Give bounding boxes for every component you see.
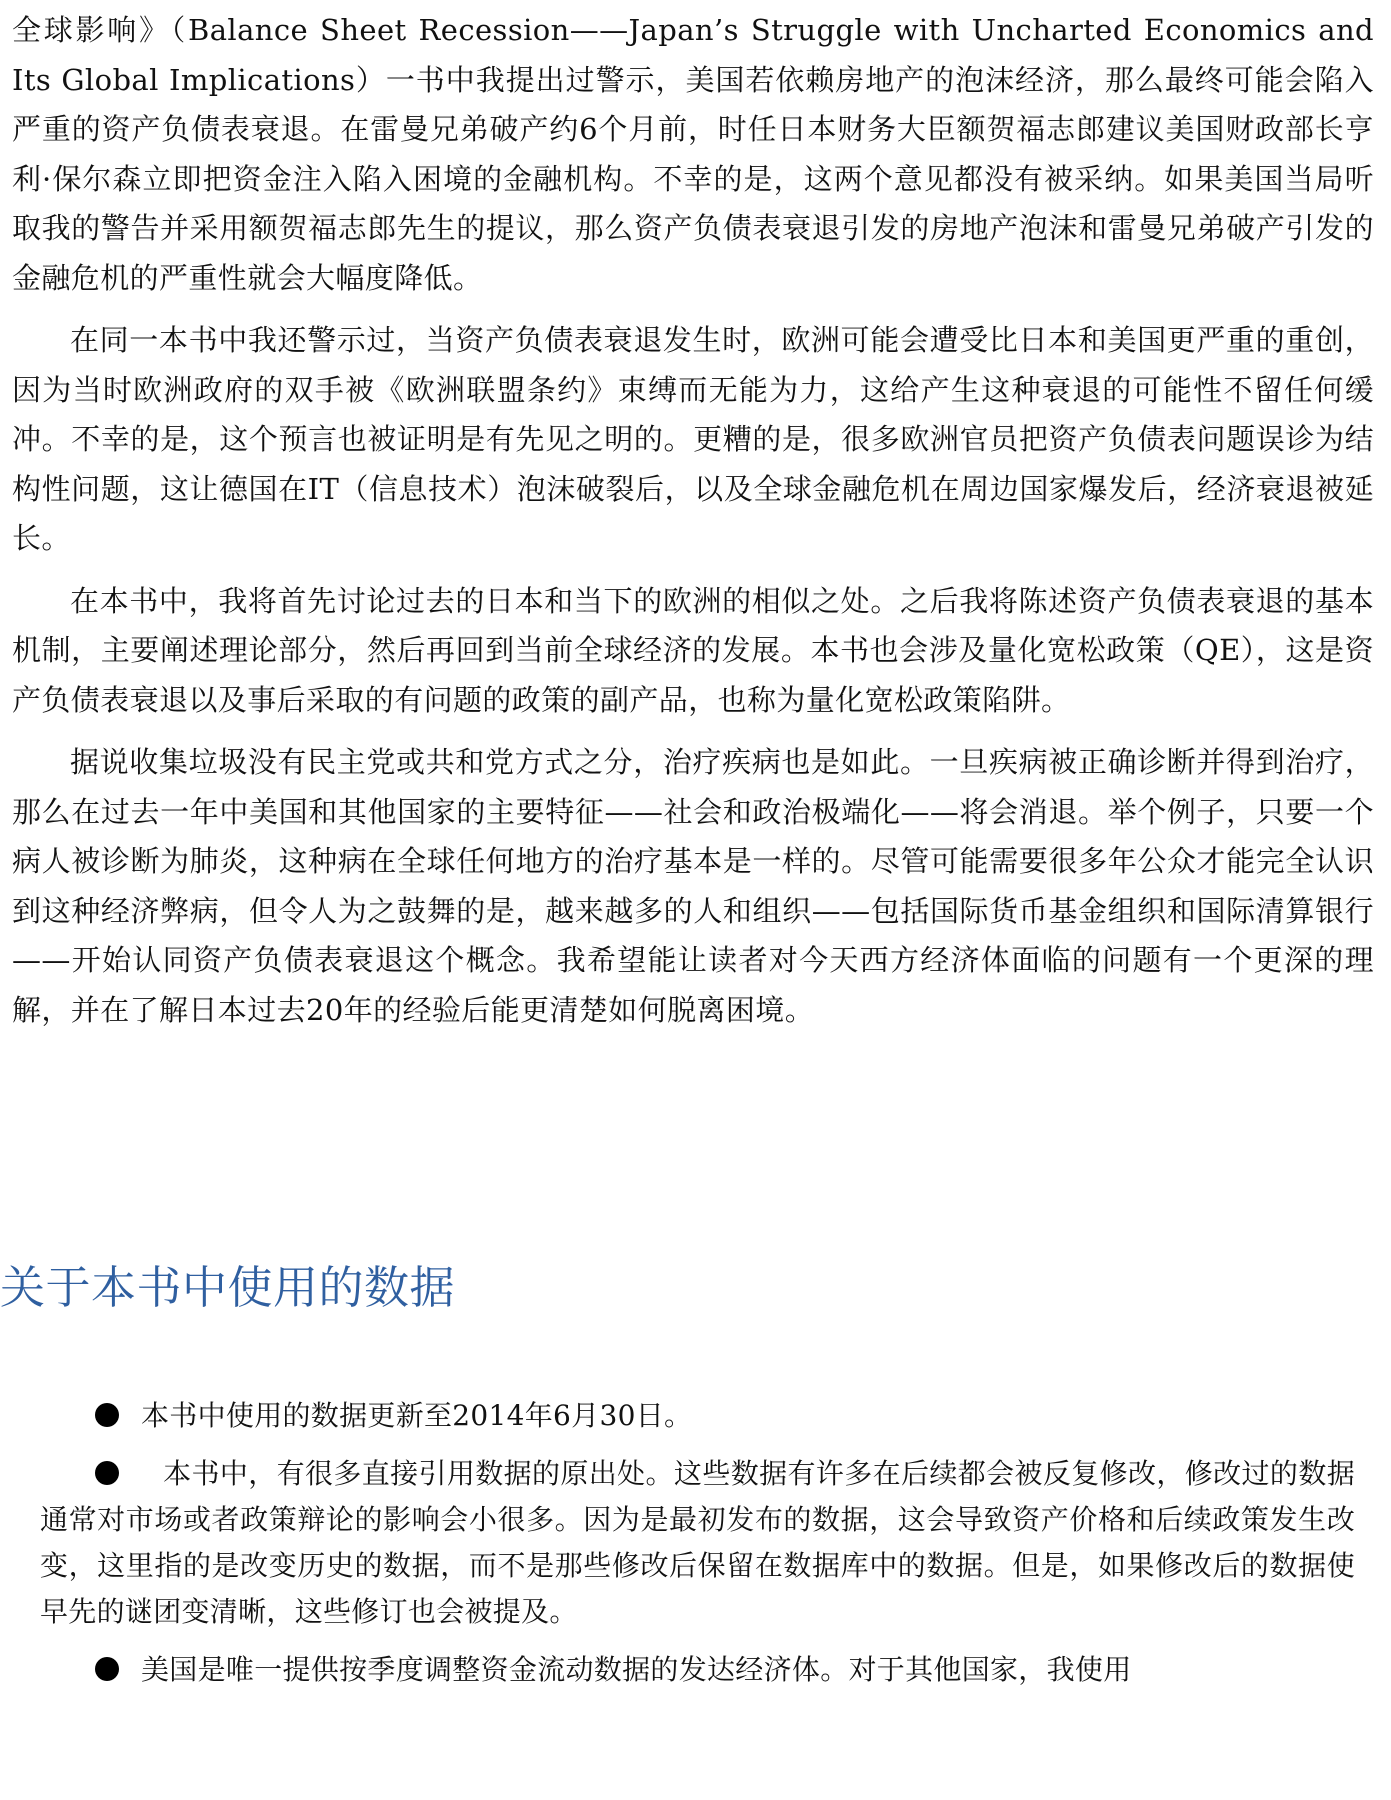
bullet-icon	[95, 1461, 119, 1485]
body-paragraph: 据说收集垃圾没有民主党或共和党方式之分，治疗疾病也是如此。一旦疾病被正确诊断并得到治疗，那么在过去一年中美国和其他国家的主要特征——社会和政治极端化——将会消退。举个例子，只要一个病人被诊断为肺炎，这种病在全球任何地方的治疗基本是一样的。尽管可能需要很多年公众才能完全认识到这种经济弊病，但令人为之鼓舞的是，越来越多的人和组织——包括国际货币基金组织和国际清算银行——开始认同资产负债表衰退这个概念。我希望能让读者对今天西方经济体面临的问题有一个更深的理解，并在了解日本过去20年的经验后能更清楚如何脱离困境。	[12, 745, 1374, 1027]
bullet-item	[40, 1451, 1355, 1635]
bullet-icon	[95, 1657, 119, 1681]
bullet-text: 本书中使用的数据更新至2014年6月30日。	[141, 1399, 693, 1432]
document-page	[12, 6, 1374, 1035]
bullet-text: 美国是唯一提供按季度调整资金流动数据的发达经济体。对于其他国家，我使用	[141, 1653, 1132, 1686]
body-paragraph: 全球影响》（Balance Sheet Recession——Japan’s Struggle with Uncharted Economics and Its Global Implications）一书中我提出过警示，美国若依赖房地产的泡沫经济，那么最终可能会陷入严重的资产负债表衰退。在雷曼兄弟破产约6个月前，时任日本财务大臣额贺福志郎建议美国财政部长亨利·保尔森立即把资金注入陷入困境的金融机构。不幸的是，这两个意见都没有被采纳。如果美国当局听取我的警告并采用额贺福志郎先生的提议，那么资产负债表衰退引发的房地产泡沫和雷曼兄弟破产引发的金融危机的严重性就会大幅度降低。	[12, 13, 1374, 295]
body-paragraph: 在本书中，我将首先讨论过去的日本和当下的欧洲的相似之处。之后我将陈述资产负债表衰退的基本机制，主要阐述理论部分，然后再回到当前全球经济的发展。本书也会涉及量化宽松政策（QE），这是资产负债表衰退以及事后采取的有问题的政策的副产品，也称为量化宽松政策陷阱。	[12, 583, 1374, 717]
body-paragraph: 在同一本书中我还警示过，当资产负债表衰退发生时，欧洲可能会遭受比日本和美国更严重的重创，因为当时欧洲政府的双手被《欧洲联盟条约》束缚而无能为力，这给产生这种衰退的可能性不留任何缓冲。不幸的是，这个预言也被证明是有先见之明的。更糟的是，很多欧洲官员把资产负债表问题误诊为结构性问题，这让德国在IT（信息技术）泡沫破裂后，以及全球金融危机在周边国家爆发后，经济衰退被延长。	[12, 323, 1374, 555]
bullet-list	[40, 1393, 1355, 1705]
section-heading: 关于本书中使用的数据	[0, 1261, 456, 1314]
bullet-item	[95, 1647, 1355, 1693]
bullet-item	[95, 1393, 1355, 1439]
bullet-text: 本书中，有很多直接引用数据的原出处。这些数据有许多在后续都会被反复修改，修改过的数据通常对市场或者政策辩论的影响会小很多。因为是最初发布的数据，这会导致资产价格和后续政策发生改变，这里指的是改变历史的数据，而不是那些修改后保留在数据库中的数据。但是，如果修改后的数据使早先的谜团变清晰，这些修订也会被提及。	[40, 1457, 1355, 1628]
bullet-icon	[95, 1403, 119, 1427]
